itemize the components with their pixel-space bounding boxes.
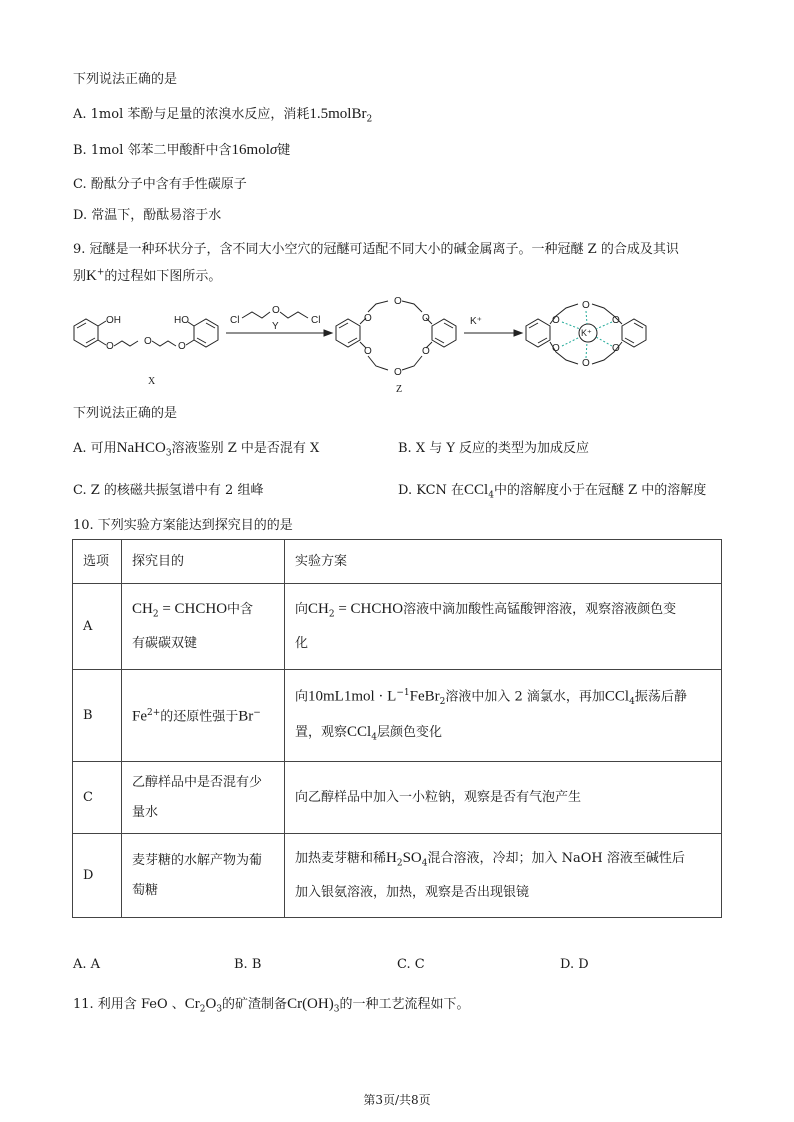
table-row [73,584,722,670]
row-b-purpose-sup2: − [253,708,261,719]
molecule-x [74,315,218,387]
q10-answer-c: C. C [397,957,425,972]
q9-stem-line2-post: 的过程如下图所示。 [104,269,222,284]
q8-option-b-post: 键 [277,143,291,158]
q9-option-d-sub: 4 [488,490,494,501]
q9-option-d-chem: CCl [464,482,489,498]
x-oh-label: OH [106,315,121,326]
row-c-purpose-line2: 量水 [132,804,159,820]
q9-option-b: B. X 与 Y 反应的类型为加成反应 [398,441,590,456]
c-o-top: O [582,300,590,311]
z-o-bottom: O [394,367,402,378]
q11-sub2: 3 [333,1004,340,1015]
q9-k-sup: + [96,267,105,278]
x-o2-label: O [144,336,152,347]
q10-answer-b: B. B [234,957,262,972]
label-y: Y [272,321,279,332]
q11-chem1b: O [205,996,217,1012]
q9-stem2: 下列说法正确的是 [73,406,178,421]
row-d-plan [285,834,722,918]
row-a-purpose [122,584,285,670]
q9-option-d-post: 中的溶解度小于在冠醚 Z 中的溶解度 [493,483,707,498]
row-b-purpose-sup: 2+ [147,708,161,719]
row-d-plan-chem: H [386,849,397,866]
row-c-plan: 向乙醇样品中加入一小粒钠，观察是否有气泡产生 [285,762,722,834]
y-o-label: O [272,305,280,316]
row-b-purpose-mid: 的还原性强于 [160,709,239,725]
row-c-purpose [122,762,285,834]
q8-option-b-chem: 16mol [231,142,270,158]
row-c-purpose-line1: 乙醇样品中是否混有少 [132,774,263,790]
row-d-purpose [122,834,285,918]
q9-stem-line2 [73,265,221,285]
label-x: X [148,376,156,387]
row-a-purpose-post: 中含 [227,601,254,617]
q10-answer-a: A. A [73,957,101,972]
row-b-plan-line2-chem: CCl [347,724,372,741]
row-b-purpose-chem: Fe [132,708,147,725]
q11-post: 的一种工艺流程如下。 [339,997,470,1012]
row-d-plan-line2: 加入银氨溶液，加热，观察是否出现银镜 [295,885,530,901]
q11-mid: 的矿渣制备 [222,997,288,1012]
table-row [73,670,722,762]
x-o1-label: O [106,341,114,352]
z-o-bl: O [364,346,372,357]
row-a-plan-line2: 化 [295,636,309,652]
reaction-scheme [66,296,736,394]
header-plan: 实验方案 [285,540,722,584]
q9-option-a [73,437,319,459]
q8-option-a-text: A. 1mol 苯酚与足量的浓溴水反应，消耗 [73,107,310,122]
row-b-plan-chem2: FeBr [409,688,440,705]
c-k-ion-label: K⁺ [581,328,592,338]
q10-stem: 10. 下列实验方案能达到探究目的的是 [73,518,293,533]
row-b-plan-sub3: 4 [629,697,635,708]
q11-sub1b: 3 [216,1004,223,1015]
row-d-plan-sub2: 4 [421,858,428,869]
row-b-plan-post: 溶液中加入 2 滴氯水，再加 [445,689,605,705]
reagent-y [226,305,332,336]
x-o3-label: O [178,341,186,352]
experiment-table [72,539,722,918]
row-b-option: B [73,670,122,762]
row-d-plan-chem2: SO [402,849,422,866]
row-d-option: D [73,834,122,918]
q9-stem-line2-pre: 别 [73,269,87,284]
c-o-tl: O [552,315,560,326]
q8-option-c: C. 酚酞分子中含有手性碳原子 [73,177,247,192]
header-option: 选项 [73,540,122,584]
q11-sub1: 2 [199,1004,206,1015]
row-d-plan-post: 混合溶液，冷却；加入 NaOH 溶液至碱性后 [427,850,685,866]
row-a-purpose-sub: 2 [152,609,159,620]
arrow-kplus-label: K⁺ [470,316,482,327]
q9-option-d-pre: D. KCN 在 [398,483,465,498]
z-o-top: O [394,296,402,307]
row-a-plan-chem2: = CHCHO [334,600,404,617]
q8-option-d: D. 常温下，酚酞易溶于水 [73,208,222,223]
row-b-plan-chem3: CCl [604,688,630,705]
q9-option-a-sub: 3 [165,448,172,459]
q9-option-a-chem: NaHCO [116,440,166,456]
page-footer: 第3页/共8页 [363,1093,431,1107]
header-purpose: 探究目的 [122,540,285,584]
row-b-plan-line2-pre: 置，观察 [295,725,348,741]
row-d-purpose-line2: 萄糖 [132,882,159,898]
q8-option-b-text: B. 1mol 邻苯二甲酸酐中含 [73,143,232,158]
c-o-bottom: O [582,358,590,369]
q8-option-b-sigma: σ [269,142,278,158]
q9-stem-line1: 9. 冠醚是一种环状分子，含不同大小空穴的冠醚可适配不同大小的碱金属离子。一种冠醚 Z 的合成及其识 [73,242,679,257]
crown-ether-k-complex [526,300,646,369]
q8-option-b [73,139,290,159]
row-b-plan [285,670,722,762]
row-a-option: A [73,584,122,670]
q8-option-a-sub: 2 [366,114,373,125]
c-o-tr: O [612,315,620,326]
row-a-plan-sub: 2 [328,609,335,620]
row-b-plan-line2-post: 层颜色变化 [376,725,442,741]
y-cl2-label: Cl [311,315,321,326]
row-a-purpose-chem: CH [132,600,153,617]
table-row [73,834,722,918]
row-d-plan-pre: 加热麦芽糖和稀 [295,850,387,866]
q9-k-chem: K [86,268,97,284]
row-c-option: C [73,762,122,834]
row-b-plan-pre: 向 [295,689,309,705]
row-d-plan-sub: 2 [396,858,403,869]
row-a-plan-post: 溶液中滴加酸性高锰酸钾溶液，观察溶液颜色变 [403,601,677,617]
row-b-plan-line2-sub: 4 [371,732,377,743]
q8-option-a-chem: 1.5molBr [309,106,367,122]
label-z: Z [396,384,403,394]
row-b-plan-sub: 2 [439,697,446,708]
z-o-tl: O [364,313,372,324]
row-a-plan [285,584,722,670]
q10-answer-d: D. D [560,957,589,972]
k-plus-arrow [464,316,522,336]
q11-chem1: Cr [184,996,200,1012]
q8-option-a [73,103,372,125]
c-o-br: O [612,343,620,354]
q11-chem2b: (OH) [302,996,334,1012]
q9-option-a-post: 溶液鉴别 Z 中是否混有 X [171,441,320,456]
row-b-purpose [122,670,285,762]
q11-stem [73,993,469,1015]
q8-stem: 下列说法正确的是 [73,72,178,87]
table-row [73,762,722,834]
crown-ether-z [336,296,456,394]
q9-option-d [398,479,706,501]
row-b-plan-chem: 10mL1mol · L [308,688,397,705]
q11-pre: 11. 利用含 FeO 、 [73,997,185,1012]
z-o-br: O [422,346,430,357]
q11-chem2: Cr [287,996,303,1012]
row-b-purpose-chem2: Br [238,708,254,725]
row-b-plan-post2: 振荡后静 [634,689,687,705]
q9-option-a-pre: A. 可用 [73,441,117,456]
c-o-bl: O [552,343,560,354]
row-a-plan-chem: CH [308,600,329,617]
q9-option-c: C. Z 的核磁共振氢谱中有 2 组峰 [73,483,264,498]
row-a-purpose-chem2: = CHCHO [158,600,228,617]
row-a-plan-pre: 向 [295,601,309,617]
row-d-purpose-line1: 麦芽糖的水解产物为葡 [132,852,263,868]
row-b-plan-sup: −1 [396,688,410,699]
z-o-tr: O [422,313,430,324]
x-ho-label: HO [174,315,189,326]
row-a-purpose-line2: 有碳碳双键 [132,636,198,652]
y-cl1-label: Cl [230,315,240,326]
table-header-row [73,540,722,584]
